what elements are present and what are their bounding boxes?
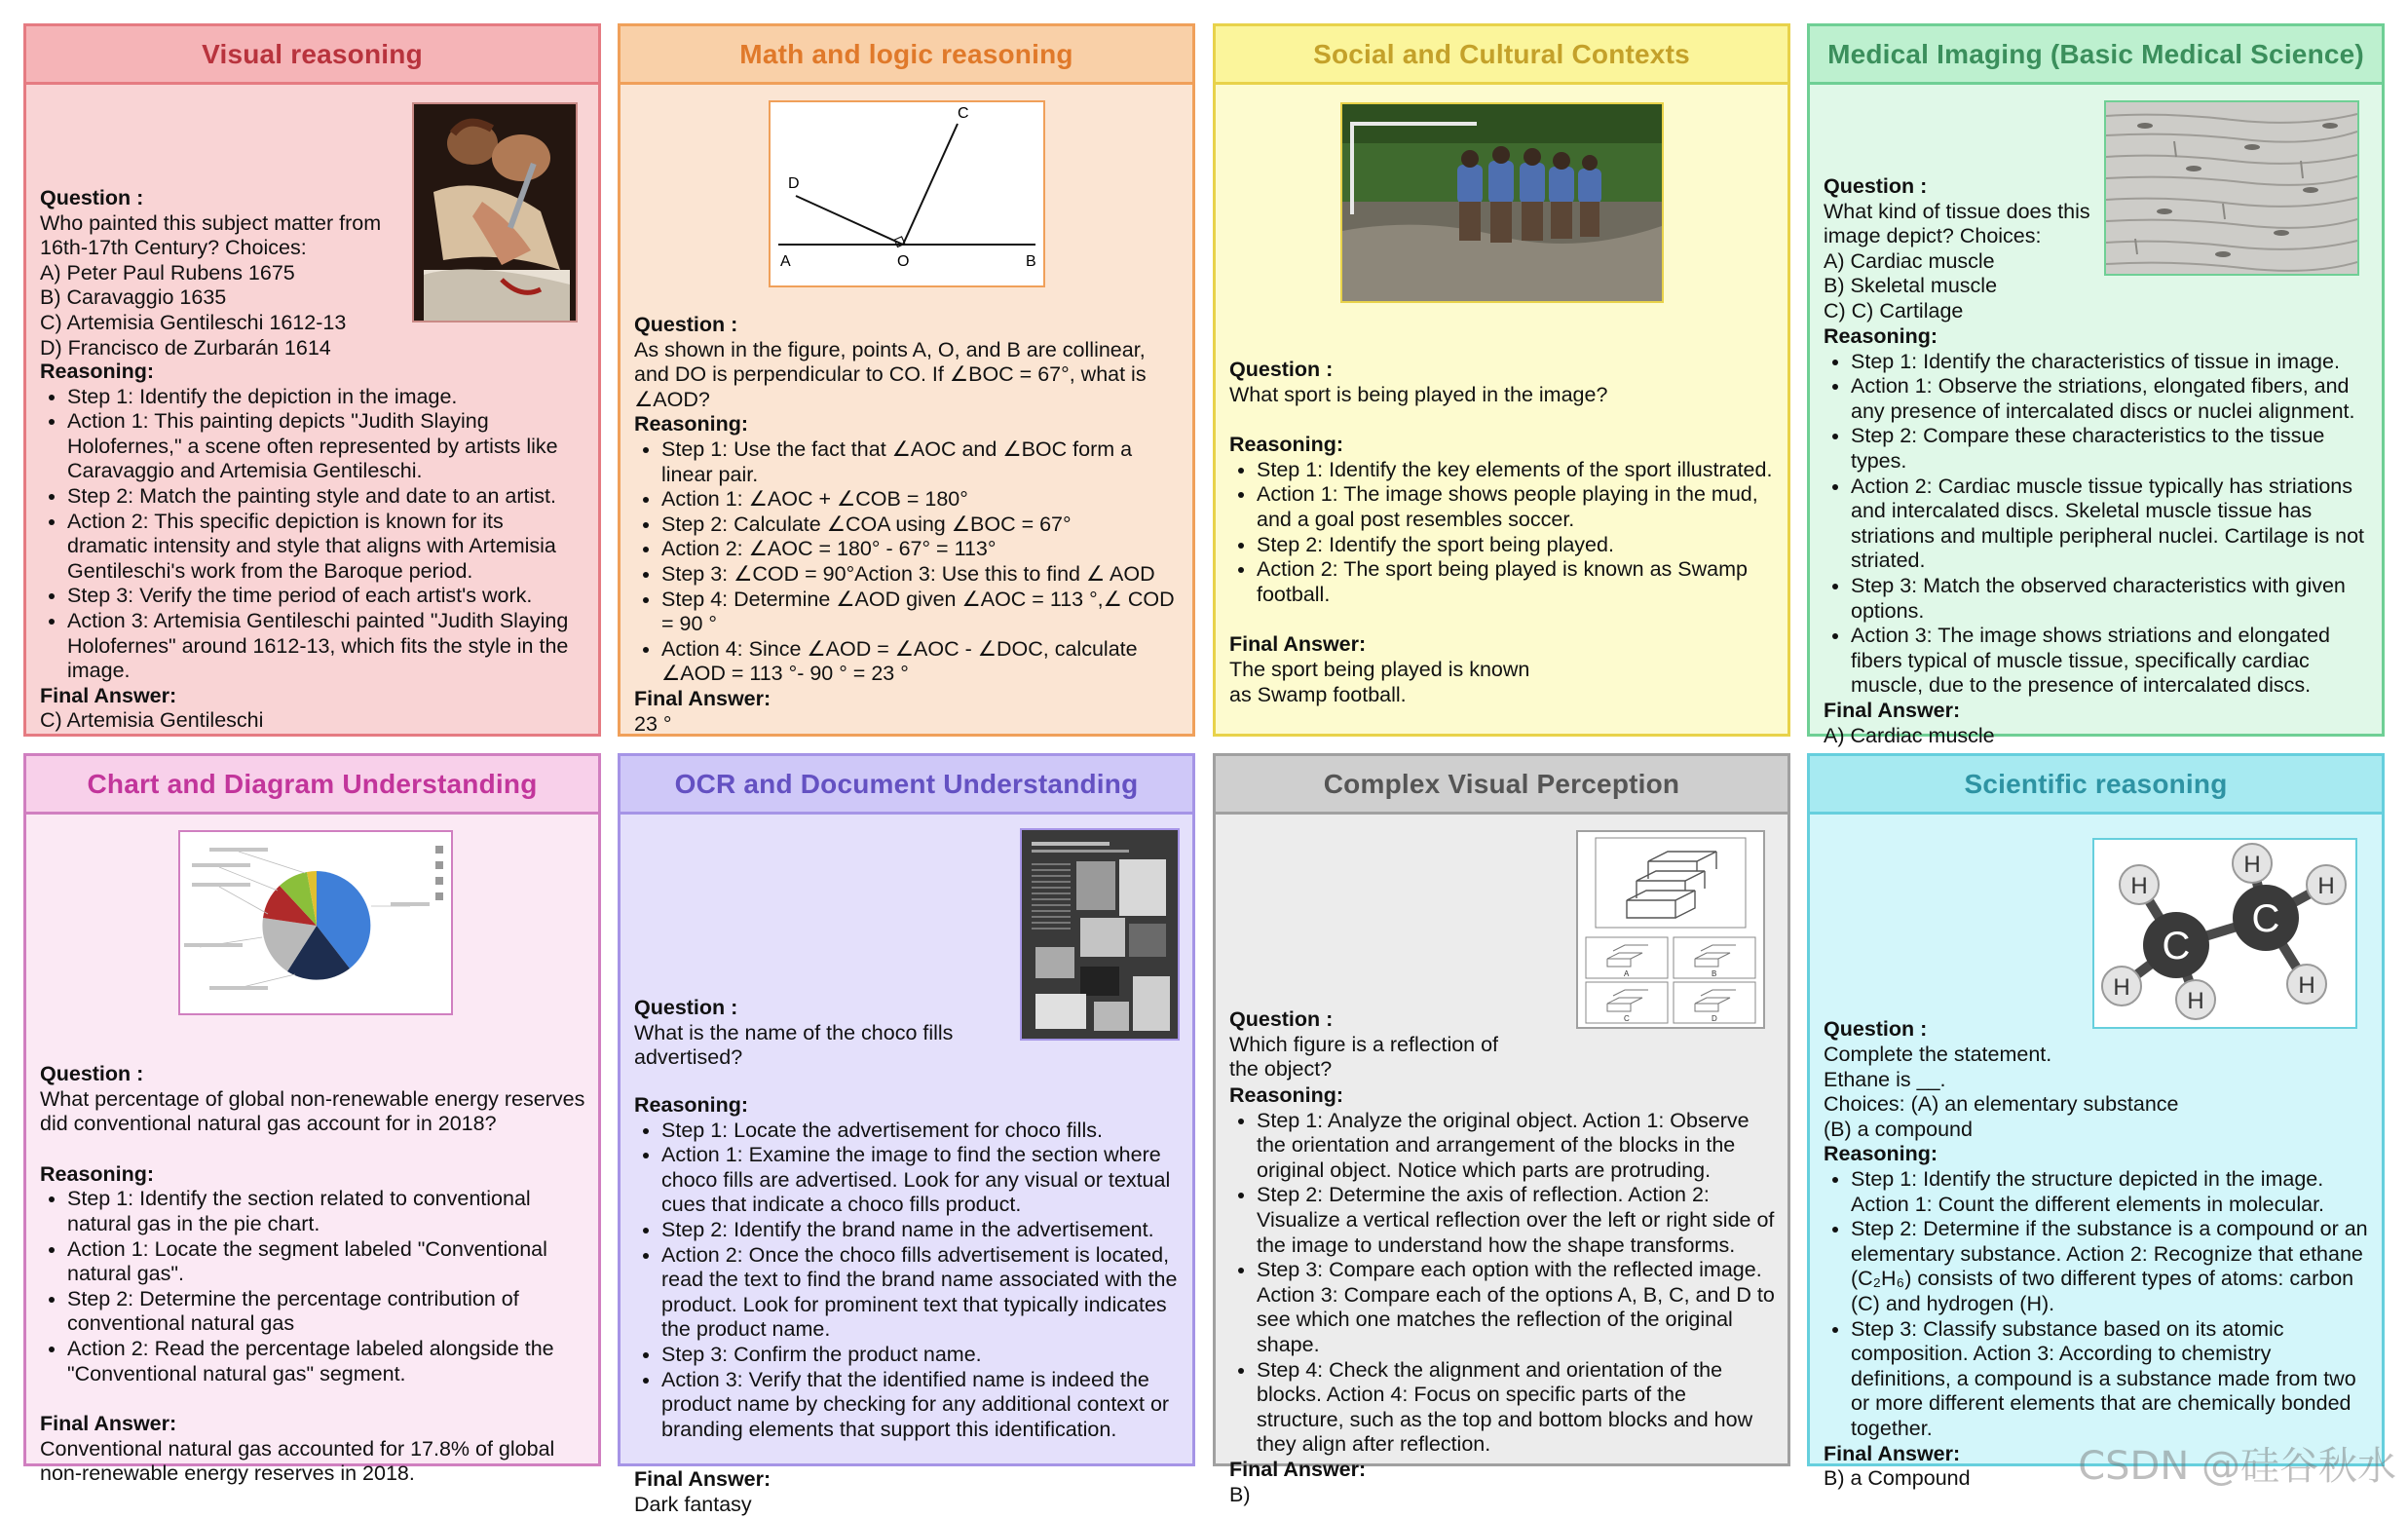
card-header (621, 756, 1192, 815)
reasoning-steps (1229, 1109, 1776, 1458)
question-text: What kind of tissue does this image depict? Choices: A) Cardiac muscle B) Skeletal muscle C) C) Cartilage (1824, 199, 2090, 323)
card-header (26, 756, 598, 815)
card-title: Visual reasoning (202, 38, 423, 69)
card-complex-perception (1213, 753, 1790, 1506)
reasoning-label: Reasoning: (1824, 1142, 1938, 1166)
reasoning-label: Reasoning: (1824, 324, 1938, 348)
card-body (634, 89, 1181, 736)
reasoning-step: • Step 3: Compare each option with the reflected image. Action 3: Compare each of the options A, B, C, and D to see which one matches the reflection of the original shape. (1257, 1258, 1776, 1357)
reasoning-step: • Step 1: Identify the section related to conventional natural gas in the pie chart. (67, 1187, 586, 1236)
question-text: What is the name of the choco fills advertised? (634, 1020, 954, 1070)
final-label: Final Answer: (1229, 632, 1367, 657)
qa-block (634, 313, 1181, 737)
final-label: Final Answer: (1824, 698, 1961, 722)
reasoning-step: • Action 2: Once the choco fills advertisement is located, read the text to find the brand name associated with the product. Look for prominent text that typically indicates the product name. (661, 1243, 1181, 1343)
reasoning-step: • Step 1: Identify the depiction in the image. (67, 385, 586, 410)
card-header (1810, 26, 2382, 85)
reasoning-step: • Step 4: Check the alignment and orientation of the blocks. Action 4: Focus on specific parts of the structure, such as the top and bottom blocks and how they align after reflection. (1257, 1358, 1776, 1458)
reasoning-block (1229, 1083, 1776, 1507)
reasoning-step: • Step 2: Match the painting style and date to an artist. (67, 484, 586, 510)
reasoning-step: • Step 2: Compare these characteristics to the tissue types. (1851, 424, 2370, 474)
atom-h-label: H (2243, 852, 2261, 878)
reasoning-step: • Action 1: ∠AOC + ∠COB = 180° (661, 487, 1181, 512)
question-label: Question : (1824, 174, 1928, 198)
atom-h-label: H (2298, 972, 2315, 999)
card-header (1810, 756, 2382, 815)
reasoning-step: • Step 1: Locate the advertisement for choco fills. (661, 1119, 1181, 1144)
reasoning-step: • Step 2: Determine the percentage contribution of conventional natural gas (67, 1287, 586, 1337)
question-text: Who painted this subject matter from 16th-17th Century? Choices: A) Peter Paul Rubens 1675 B) Caravaggio 1635 C) Artemisia Gentileschi 1612-13 D) Francisco de Zurbarán 1614 (40, 210, 382, 360)
atom-h-label: H (2113, 974, 2130, 1001)
question-label: Question : (1229, 358, 1334, 381)
reasoning-steps (40, 385, 586, 684)
card-body-lower (40, 89, 586, 733)
reasoning-step: • Step 4: Determine ∠AOD given ∠AOC = 113 °,∠ COD = 90 ° (661, 588, 1181, 637)
final-label: Final Answer: (1824, 1441, 1961, 1465)
atom-h-label: H (2187, 988, 2204, 1014)
reasoning-steps (40, 1187, 586, 1386)
option-c-label: C (1624, 1014, 1630, 1023)
question-label: Question : (634, 313, 738, 336)
card-title: Math and logic reasoning (739, 38, 1073, 69)
card-title: OCR and Document Understanding (674, 768, 1139, 799)
reasoning-steps (1824, 1167, 2370, 1442)
reasoning-step: • Step 3: Classify substance based on its atomic composition. Action 3: According to chemistry definitions, a compound is a substance made from two or more different elements that are chemically bonded together. (1851, 1317, 2370, 1442)
card-header (1216, 756, 1787, 815)
reasoning-step: • Action 2: The sport being played is known as Swamp football. (1257, 557, 1776, 607)
final-answer: The sport being played is known as Swamp football. (1229, 657, 1530, 706)
reasoning-label: Reasoning: (40, 360, 155, 383)
final-answer: C) Artemisia Gentileschi (40, 708, 264, 733)
final-answer: 23 ° (634, 711, 672, 736)
question-text: As shown in the figure, points A, O, and B are collinear, and DO is perpendicular to CO. If ∠BOC = 67°, what is ∠AOD? (634, 337, 1147, 411)
spacer (40, 1137, 586, 1162)
final-answer: B) (1229, 1482, 1251, 1506)
final-label: Final Answer: (634, 1467, 771, 1492)
final-answer: B) a Compound (1824, 1466, 1971, 1491)
reasoning-step: • Action 1: Observe the striations, elongated fibers, and any presence of intercalated discs or nuclei alignment. (1851, 374, 2370, 424)
reasoning-step: • Action 4: Since ∠AOD = ∠AOC - ∠DOC, calculate ∠AOD = 113 °- 90 ° = 23 ° (661, 637, 1181, 687)
reasoning-step: • Step 3: Verify the time period of each artist's work. (67, 584, 586, 609)
reasoning-step: • Action 1: Examine the image to find the section where choco fills are advertised. Look for any visual or textual cues that indicate a choco fills product. (661, 1143, 1181, 1218)
final-label: Final Answer: (40, 1412, 177, 1436)
card-body-lower (1824, 89, 2370, 747)
final-label: Final Answer: (1229, 1457, 1367, 1481)
reasoning-step: • Step 2: Identify the brand name in the advertisement. (661, 1218, 1181, 1243)
point-a-label: A (780, 253, 791, 270)
reasoning-step: • Step 2: Identify the sport being played. (1257, 533, 1776, 558)
point-o-label: O (897, 253, 910, 270)
reasoning-block (40, 360, 586, 734)
atom-c-label: C (2162, 925, 2191, 968)
reasoning-block (634, 1093, 1181, 1518)
card-title: Scientific reasoning (1964, 768, 2228, 799)
card-medical-imaging (1807, 23, 2385, 747)
atom-h-label: H (2130, 873, 2148, 899)
question-label: Question : (1824, 1017, 1928, 1041)
reasoning-step: • Step 2: Calculate ∠COA using ∠BOC = 67° (661, 512, 1181, 538)
final-answer: Dark fantasy (634, 1492, 752, 1516)
qa-block (40, 1062, 586, 1487)
reasoning-steps (1824, 350, 2370, 699)
card-body-lower (1229, 818, 1776, 1506)
reasoning-steps (634, 1119, 1181, 1443)
question-text: Complete the statement. Ethane is __. Choices: (A) an elementary substance (B) a compound (1824, 1043, 2179, 1141)
reasoning-label: Reasoning: (1229, 433, 1344, 457)
reasoning-step: • Action 3: Artemisia Gentileschi painted "Judith Slaying Holofernes" around 1612-13, which fits the style in the image. (67, 609, 586, 684)
final-answer: A) Cardiac muscle (1824, 723, 1995, 747)
question-label: Question : (634, 996, 738, 1019)
option-d-label: D (1712, 1014, 1717, 1023)
reasoning-label: Reasoning: (1229, 1083, 1344, 1107)
reasoning-step: • Action 1: Locate the segment labeled "Conventional natural gas". (67, 1237, 586, 1287)
card-title: Complex Visual Perception (1323, 768, 1680, 799)
qa-block (1229, 358, 1776, 707)
question-label: Question : (40, 1062, 144, 1085)
reasoning-block (1824, 324, 2370, 748)
card-body (1229, 89, 1776, 726)
card-math-logic (618, 23, 1195, 737)
card-title: Social and Cultural Contexts (1313, 38, 1690, 69)
reasoning-step: • Step 3: ∠COD = 90°Action 3: Use this to find ∠ AOD (661, 562, 1181, 588)
reasoning-step: • Step 3: Match the observed characteristics with given options. (1851, 574, 2370, 624)
final-answer: Conventional natural gas accounted for 17.8% of global non-renewable energy reserves in 2018. (40, 1436, 555, 1486)
spacer (1229, 407, 1776, 433)
spacer (40, 1386, 586, 1412)
card-header (26, 26, 598, 85)
card-chart-diagram (23, 753, 601, 1486)
reasoning-step: • Step 1: Identify the characteristics of tissue in image. (1851, 350, 2370, 375)
question-text: What sport is being played in the image? (1229, 382, 1608, 406)
reasoning-label: Reasoning: (634, 1093, 749, 1117)
point-d-label: D (788, 175, 800, 192)
reasoning-step: • Action 2: Read the percentage labeled alongside the "Conventional natural gas" segment. (67, 1337, 586, 1386)
question-label: Question : (1229, 1007, 1334, 1031)
qa-block (1824, 1043, 2370, 1492)
spacer (634, 1442, 1181, 1467)
question-text: Which figure is a reflection of the object? (1229, 1032, 1499, 1082)
option-a-label: A (1624, 969, 1630, 978)
card-social-cultural (1213, 23, 1790, 737)
point-c-label: C (958, 105, 969, 122)
reasoning-steps (1229, 458, 1776, 608)
card-header (1216, 26, 1787, 85)
reasoning-step: • Step 3: Confirm the product name. (661, 1343, 1181, 1368)
atom-c-label: C (2251, 897, 2280, 940)
reasoning-step: • Action 1: The image shows people playing in the mud, and a goal post resembles soccer. (1257, 482, 1776, 532)
atom-h-label: H (2317, 873, 2335, 899)
option-b-label: B (1712, 969, 1717, 978)
reasoning-step: • Step 2: Determine if the substance is a compound or an elementary substance. Action 2: Recognize that ethane (C₂H₆) consists of two different types of atoms: carbon (C) and hydrogen (H). (1851, 1217, 2370, 1316)
reasoning-step: • Action 1: This painting depicts "Judith Slaying Holofernes," a scene often represented by artists like Caravaggio and Artemisia Gentileschi. (67, 409, 586, 484)
question-text: What percentage of global non-renewable energy reserves did conventional natural gas account for in 2018? (40, 1086, 585, 1136)
reasoning-step: • Action 3: Verify that the identified name is indeed the product name by checking for any additional context or branding elements that support this identification. (661, 1368, 1181, 1443)
spacer (1229, 607, 1776, 632)
question-label: Question : (40, 186, 144, 209)
point-b-label: B (1026, 253, 1036, 270)
card-body (40, 818, 586, 1486)
card-visual-reasoning (23, 23, 601, 737)
reasoning-steps (634, 437, 1181, 687)
card-title: Medical Imaging (Basic Medical Science) (1827, 38, 2364, 69)
reasoning-step: • Step 1: Identify the structure depicted in the image. Action 1: Count the different elements in molecular. (1851, 1167, 2370, 1217)
reasoning-step: • Step 1: Use the fact that ∠AOC and ∠BOC form a linear pair. (661, 437, 1181, 487)
reasoning-step: • Action 2: Cardiac muscle tissue typically has striations and intercalated discs. Skeletal muscle tissue has striations and multiple peripheral nuclei. Cartilage is not striated. (1851, 474, 2370, 574)
reasoning-step: • Step 1: Analyze the original object. Action 1: Observe the orientation and arrangement of the blocks in the original object. Notice which parts are protruding. (1257, 1109, 1776, 1184)
card-ocr-document (618, 753, 1195, 1516)
reasoning-label: Reasoning: (40, 1161, 155, 1186)
reasoning-step: • Action 3: The image shows striations and elongated fibers typical of muscle tissue, specifically cardiac muscle, due to the presence of intercalated discs. (1851, 624, 2370, 699)
reasoning-step: • Step 1: Identify the key elements of the sport illustrated. (1257, 458, 1776, 483)
card-header (621, 26, 1192, 85)
reasoning-step: • Action 2: This specific depiction is known for its dramatic intensity and style that aligns with Artemisia Gentileschi's work from the Baroque period. (67, 510, 586, 585)
final-label: Final Answer: (634, 686, 771, 710)
final-label: Final Answer: (40, 683, 177, 707)
reasoning-label: Reasoning: (634, 412, 749, 436)
reasoning-step: • Action 2: ∠AOC = 180° - 67° = 113° (661, 537, 1181, 562)
watermark: CSDN @硅谷秋水 (2078, 1444, 2396, 1489)
reasoning-step: • Step 2: Determine the axis of reflection. Action 2: Visualize a vertical reflection over the left or right side of the image to understand how the shape transforms. (1257, 1183, 1776, 1258)
card-body-lower (634, 818, 1181, 1516)
card-title: Chart and Diagram Understanding (87, 768, 538, 799)
